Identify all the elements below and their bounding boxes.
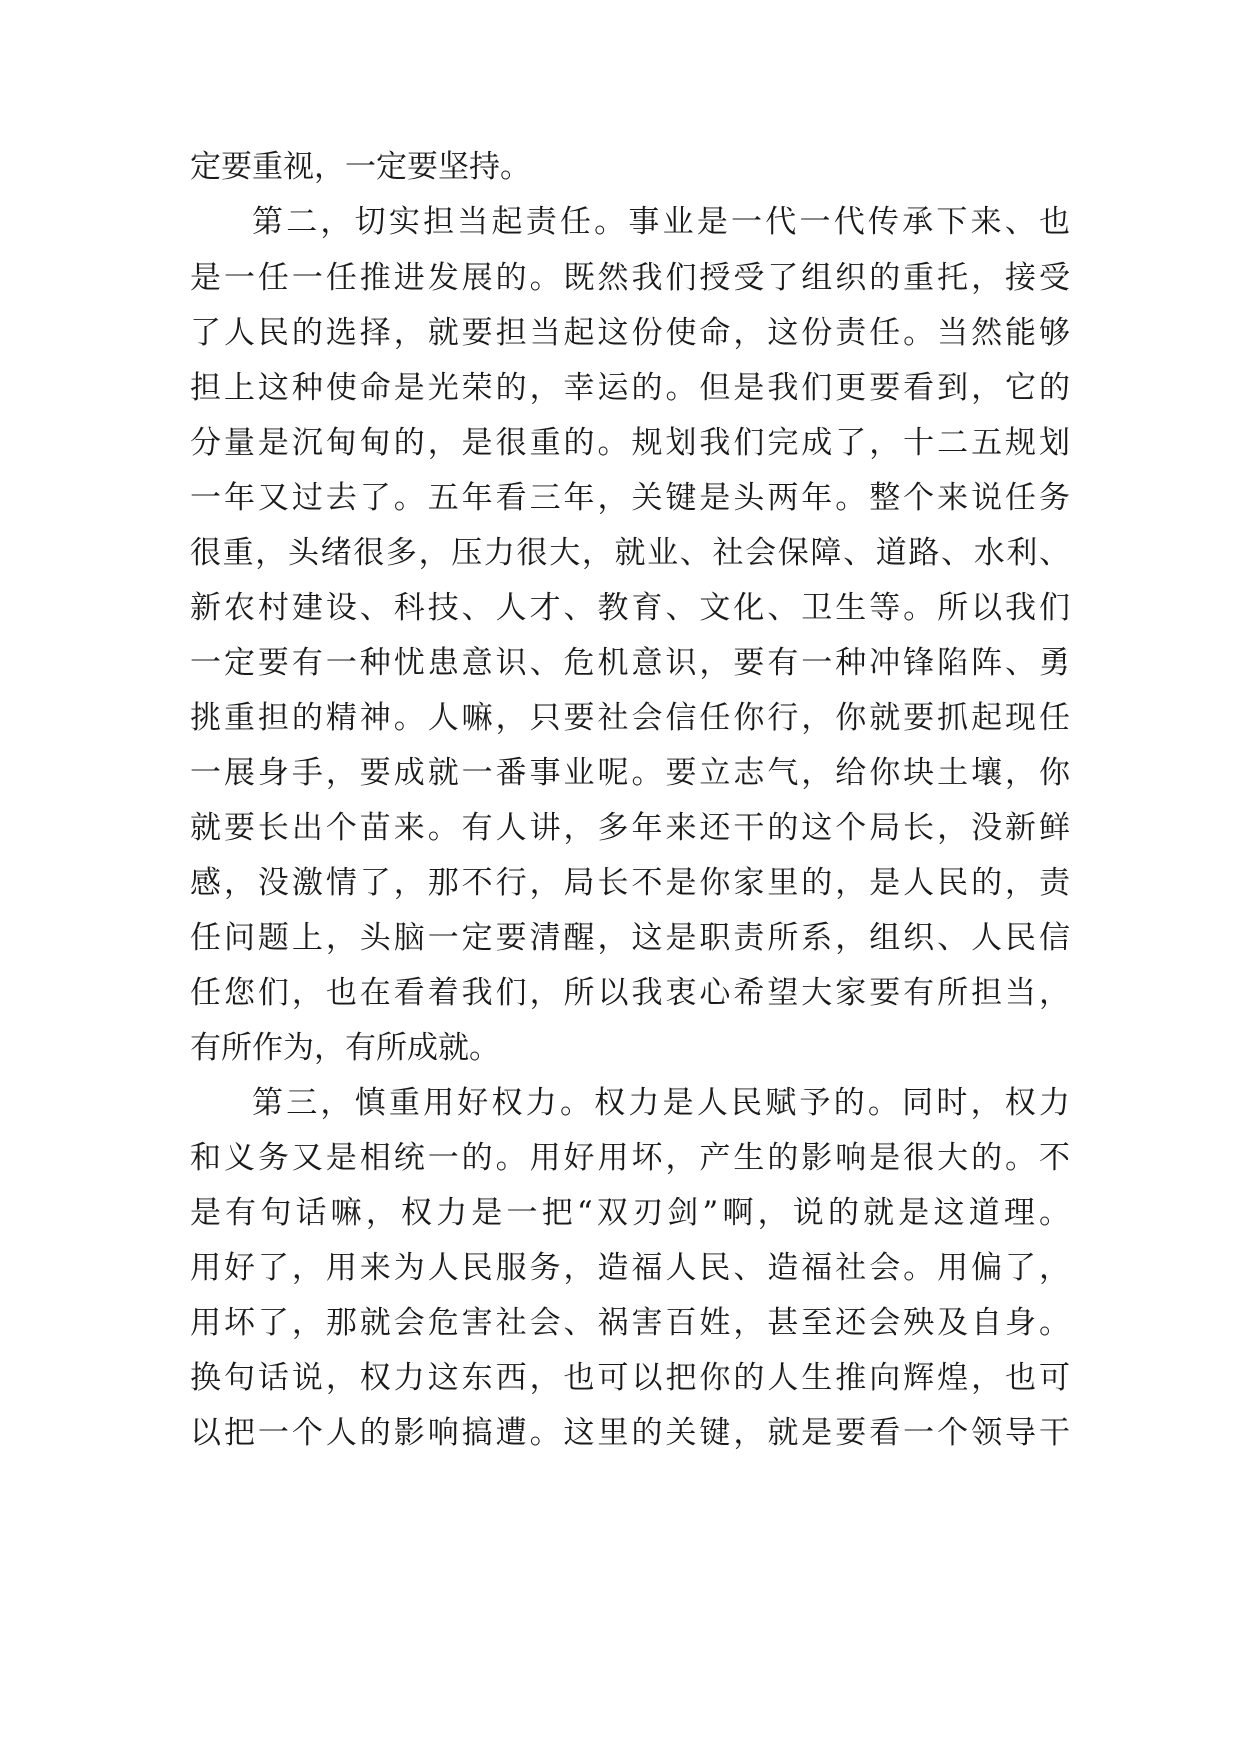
text-line: 感，没激情了，那不行，局长不是你家里的，是人民的，责 bbox=[190, 865, 1070, 901]
text-line: 就要长出个苗来。有人讲，多年来还干的这个局长，没新鲜 bbox=[190, 810, 1070, 846]
text-line: 一展身手，要成就一番事业呢。要立志气，给你块土壤，你 bbox=[190, 755, 1070, 791]
text-line: 定要重视，一定要坚持。 bbox=[190, 149, 531, 185]
text-line: 挑重担的精神。人嘛，只要社会信任你行，你就要抓起现任 bbox=[190, 700, 1070, 736]
text-line: 分量是沉甸甸的，是很重的。规划我们完成了，十二五规划 bbox=[190, 425, 1070, 461]
paragraph-heading-line: 第三，慎重用好权力。权力是人民赋予的。同时，权力 bbox=[252, 1085, 1070, 1121]
text-line: 新农村建设、科技、人才、教育、文化、卫生等。所以我们 bbox=[190, 590, 1070, 626]
text-line: 和义务又是相统一的。用好用坏，产生的影响是很大的。不 bbox=[190, 1140, 1070, 1176]
text-line: 任问题上，头脑一定要清醒，这是职责所系，组织、人民信 bbox=[190, 920, 1070, 956]
text-line: 换句话说，权力这东西，也可以把你的人生推向辉煌，也可 bbox=[190, 1360, 1070, 1396]
paragraph-heading-line: 第二，切实担当起责任。事业是一代一代传承下来、也 bbox=[252, 204, 1070, 240]
text-line: 了人民的选择，就要担当起这份使命，这份责任。当然能够 bbox=[190, 315, 1070, 351]
text-line: 有所作为，有所成就。 bbox=[190, 1030, 500, 1066]
text-line: 用坏了，那就会危害社会、祸害百姓，甚至还会殃及自身。 bbox=[190, 1305, 1070, 1341]
text-line: 是一任一任推进发展的。既然我们授受了组织的重托，接受 bbox=[190, 260, 1070, 296]
text-line: 任您们，也在看着我们，所以我衷心希望大家要有所担当， bbox=[190, 975, 1070, 1011]
text-line: 担上这种使命是光荣的，幸运的。但是我们更要看到，它的 bbox=[190, 370, 1070, 406]
text-line: 是有句话嘛，权力是一把“双刃剑”啊，说的就是这道理。 bbox=[190, 1195, 1070, 1231]
text-line: 很重，头绪很多，压力很大，就业、社会保障、道路、水利、 bbox=[190, 535, 1070, 571]
text-line: 一年又过去了。五年看三年，关键是头两年。整个来说任务 bbox=[190, 480, 1070, 516]
text-line: 一定要有一种忧患意识、危机意识，要有一种冲锋陷阵、勇 bbox=[190, 645, 1070, 681]
text-line: 以把一个人的影响搞遭。这里的关键，就是要看一个领导干 bbox=[190, 1415, 1070, 1451]
text-line: 用好了，用来为人民服务，造福人民、造福社会。用偏了， bbox=[190, 1250, 1070, 1286]
